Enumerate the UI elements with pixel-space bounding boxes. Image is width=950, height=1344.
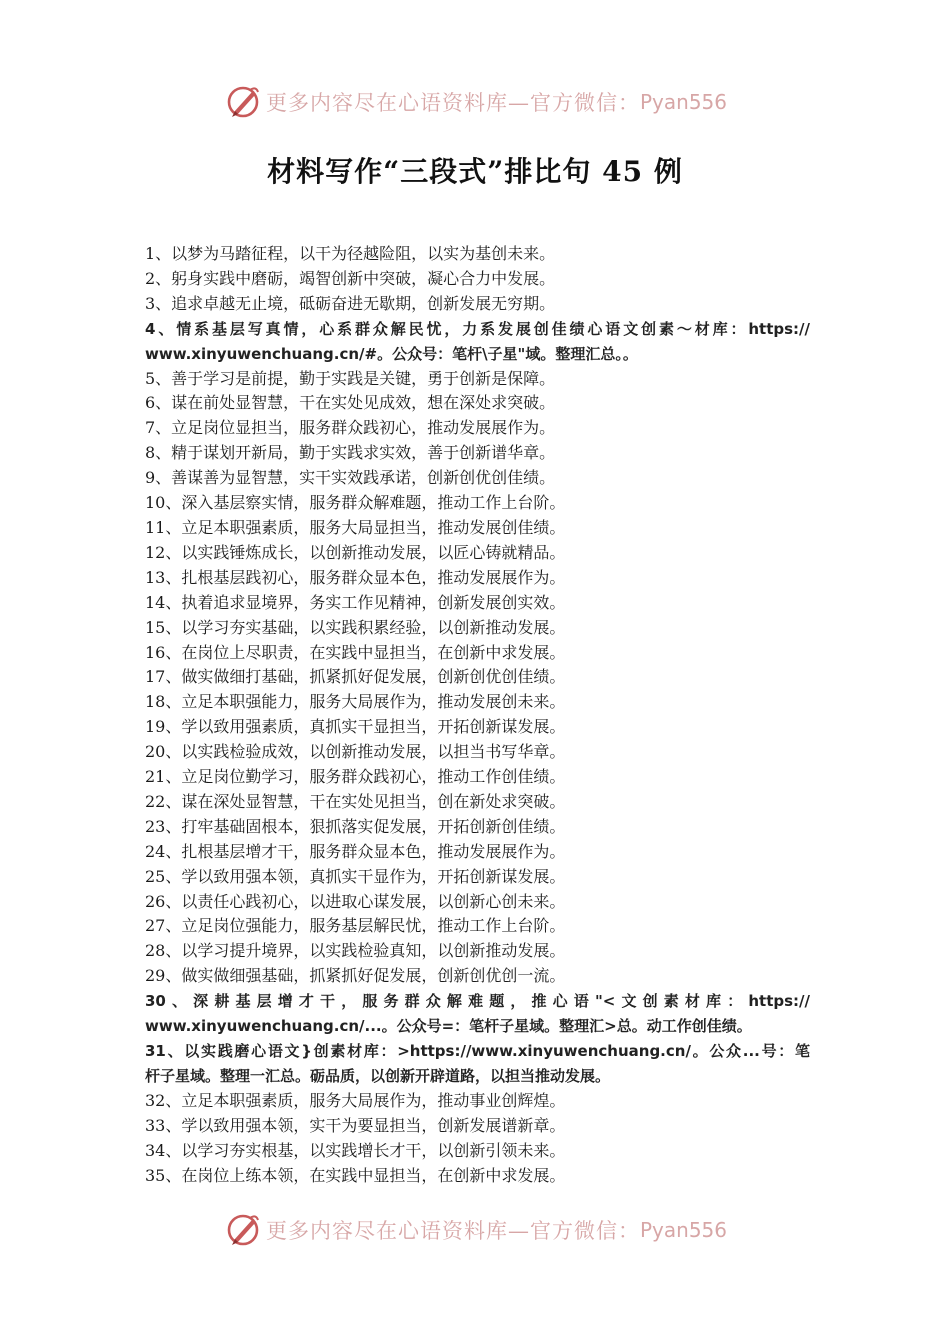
list-item-line: 30、深耕基层增才干，服务群众解难题，推心语"<文创素材库：https:// <box>145 992 810 1011</box>
list-item <box>145 665 810 690</box>
list-item <box>145 939 810 964</box>
list-item-line: 14、执着追求显境界，务实工作见精神，创新发展创实效。 <box>145 592 566 612</box>
list-item <box>145 516 810 541</box>
list-item <box>145 690 810 715</box>
list-item-line: 27、立足岗位强能力，服务基层解民忧，推动工作上台阶。 <box>145 916 566 936</box>
footer-banner-text: 更多内容尽在心语资料库—官方微信： <box>266 1219 640 1243</box>
list-item <box>145 242 810 267</box>
list-item-line: 杆子星域。整理一汇总。砺品质，以创新开辟道路，以担当推动发展。 <box>145 1066 611 1085</box>
header-banner-text: 更多内容尽在心语资料库—官方微信： <box>266 91 640 115</box>
list-item <box>145 914 810 939</box>
list-item-line: 22、谋在深处显智慧，干在实处见担当，创在新处求突破。 <box>145 791 566 811</box>
list-item-line: 23、打牢基础固根本，狠抓落实促发展，开拓创新创佳绩。 <box>145 816 566 836</box>
header-banner <box>0 80 950 124</box>
list-item <box>145 1114 810 1139</box>
list-item <box>145 616 810 641</box>
list-item-line: 6、谋在前处显智慧，干在实处见成效，想在深处求突破。 <box>145 393 556 413</box>
list-item <box>145 641 810 666</box>
list-item-line: 31、以实践磨心语文}创素材库：>https://www.xinyuwenchuang.cn/。公众...号：笔 <box>145 1042 810 1060</box>
list-item-line: www.xinyuwenchuang.cn/...。公众号=：笔杆子星域。整理汇>总。动工作创佳绩。 <box>145 1017 752 1036</box>
list-item-line: 13、扎根基层践初心，服务群众显本色，推动发展展作为。 <box>145 567 566 587</box>
sentence-list <box>145 242 810 1188</box>
list-item <box>145 591 810 616</box>
list-item-line: 9、善谋善为显智慧，实干实效践承诺，创新创优创佳绩。 <box>145 468 556 488</box>
list-item <box>145 890 810 915</box>
list-item <box>145 765 810 790</box>
list-item <box>145 267 810 292</box>
list-item-line: 11、立足本职强素质，服务大局显担当，推动发展创佳绩。 <box>145 517 566 537</box>
list-item-line: 12、以实践锤炼成长，以创新推动发展，以匠心铸就精品。 <box>145 542 566 562</box>
list-item-line: 2、躬身实践中磨砺，竭智创新中突破，凝心合力中发展。 <box>145 268 556 288</box>
list-item-line: 17、做实做细打基础，抓紧抓好促发展，创新创优创佳绩。 <box>145 667 566 687</box>
pen-logo-icon <box>226 1212 262 1248</box>
list-item <box>145 989 810 1039</box>
list-item <box>145 840 810 865</box>
list-item-line: 5、善于学习是前提，勤于实践是关键，勇于创新是保障。 <box>145 368 556 388</box>
list-item-line: 18、立足本职强能力，服务大局展作为，推动发展创未来。 <box>145 692 566 712</box>
list-item <box>145 367 810 392</box>
list-item-line: 32、立足本职强素质，服务大局展作为，推动事业创辉煌。 <box>145 1090 566 1110</box>
list-item-line: 19、学以致用强素质，真抓实干显担当，开拓创新谋发展。 <box>145 717 566 737</box>
list-item <box>145 964 810 989</box>
list-item <box>145 790 810 815</box>
list-item-line: 10、深入基层察实情，服务群众解难题，推动工作上台阶。 <box>145 493 566 513</box>
list-item-line: 24、扎根基层增才干，服务群众显本色，推动发展展作为。 <box>145 841 566 861</box>
list-item-line: 33、学以致用强本领，实干为要显担当，创新发展谱新章。 <box>145 1115 566 1135</box>
list-item-line: 4、情系基层写真情，心系群众解民忧，力系发展创佳绩心语文创素～材库：https:// <box>145 319 810 338</box>
list-item <box>145 715 810 740</box>
list-item <box>145 391 810 416</box>
pen-logo-icon <box>226 84 262 120</box>
list-item-line: 35、在岗位上练本领，在实践中显担当，在创新中求发展。 <box>145 1165 566 1185</box>
header-wechat-id: Pyan556 <box>640 90 728 114</box>
list-item <box>145 466 810 491</box>
list-item-line: 21、立足岗位勤学习，服务群众践初心，推动工作创佳绩。 <box>145 767 566 787</box>
list-item-line: 7、立足岗位显担当，服务群众践初心，推动发展展作为。 <box>145 418 556 438</box>
page-title: 材料写作“三段式”排比句 45 例 <box>267 155 683 188</box>
list-item-line: www.xinyuwenchuang.cn/#。公众号：笔杆\子星"域。整理汇总。。 <box>145 344 638 363</box>
list-item <box>145 1164 810 1189</box>
list-item-line: 1、以梦为马踏征程，以干为径越险阻，以实为基创未来。 <box>145 244 556 263</box>
list-item <box>145 1139 810 1164</box>
list-item-line: 34、以学习夯实根基，以实践增长才干，以创新引领未来。 <box>145 1140 566 1160</box>
list-item <box>145 292 810 317</box>
list-item <box>145 1039 810 1089</box>
footer-wechat-id: Pyan556 <box>640 1218 728 1242</box>
list-item-line: 8、精于谋划开新局，勤于实践求实效，善于创新谱华章。 <box>145 443 556 463</box>
list-item <box>145 566 810 591</box>
list-item-line: 28、以学习提升境界，以实践检验真知，以创新推动发展。 <box>145 941 566 961</box>
list-item <box>145 317 810 367</box>
list-item-line: 15、以学习夯实基础，以实践积累经验，以创新推动发展。 <box>145 617 566 637</box>
list-item-line: 25、学以致用强本领，真抓实干显作为，开拓创新谋发展。 <box>145 866 566 886</box>
list-item <box>145 441 810 466</box>
list-item <box>145 541 810 566</box>
list-item-line: 29、做实做细强基础，抓紧抓好促发展，创新创优创一流。 <box>145 966 566 986</box>
list-item-line: 16、在岗位上尽职责，在实践中显担当，在创新中求发展。 <box>145 642 566 662</box>
list-item <box>145 815 810 840</box>
list-item-line: 3、追求卓越无止境，砥砺奋进无歇期，创新发展无穷期。 <box>145 293 556 313</box>
list-item <box>145 1089 810 1114</box>
list-item-line: 26、以责任心践初心，以进取心谋发展，以创新心创未来。 <box>145 891 566 911</box>
list-item-line: 20、以实践检验成效，以创新推动发展，以担当书写华章。 <box>145 742 566 762</box>
footer-banner <box>0 1208 950 1252</box>
list-item <box>145 740 810 765</box>
list-item <box>145 416 810 441</box>
list-item <box>145 491 810 516</box>
list-item <box>145 865 810 890</box>
